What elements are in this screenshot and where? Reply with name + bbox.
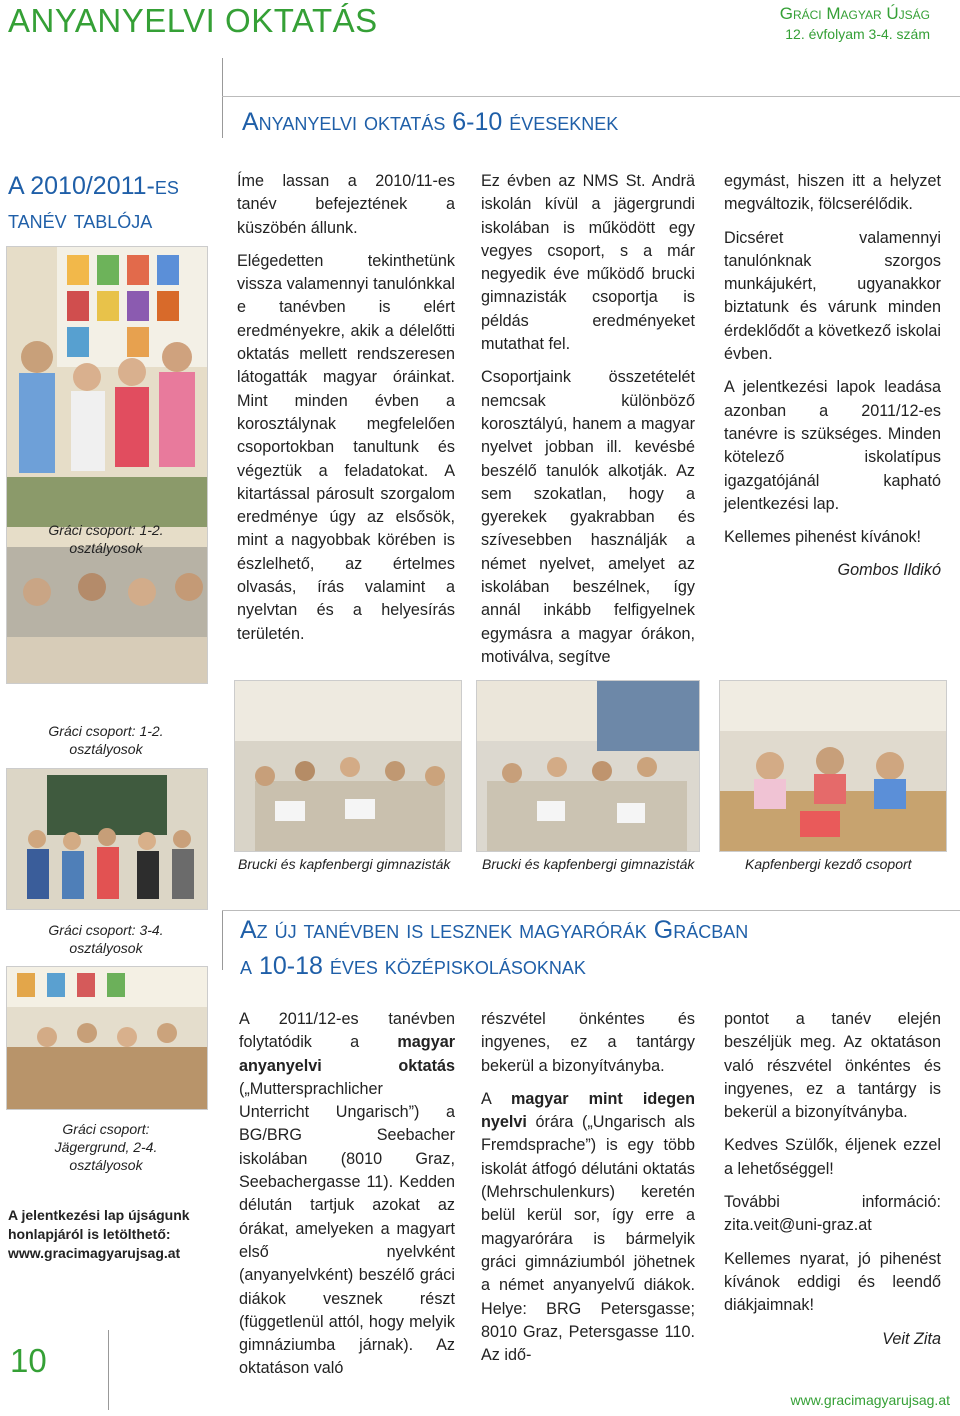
section-title: ANYANYELVI OKTATÁS bbox=[8, 2, 378, 39]
class-photo-1 bbox=[6, 246, 208, 684]
article2-col2-bold: magyar mint idegen nyelvi bbox=[481, 1089, 696, 1132]
article1-col2 bbox=[481, 170, 695, 679]
article1-col1-p1: Íme lassan a 2010/11-es tanév befejeztének a küszöbén állunk. bbox=[237, 172, 455, 237]
gym-photo-1 bbox=[234, 680, 462, 852]
sidebar-title-1: A 2010/2011-es bbox=[8, 172, 179, 200]
sidebar-note-line2: honlapjáról is letölthető: bbox=[8, 1226, 171, 1242]
article1-col3-p3: A jelentkezési lapok leadása azonban a 2011/12-es tanévre is szükséges. Minden kötelező iskolatípus igazgatójánál kapható jelentkezési lap. bbox=[724, 378, 941, 513]
article1-signature: Gombos Ildikó bbox=[837, 561, 941, 580]
sidebar-title-2: tanév tablója bbox=[8, 206, 153, 234]
paper-name: Gráci Magyar Újság bbox=[779, 4, 930, 23]
article2-heading-2: a 10-18 éves középiskolásoknak bbox=[240, 952, 586, 980]
article2-col1-p1 bbox=[239, 1008, 455, 1381]
gym-photo-2 bbox=[476, 680, 700, 852]
article2-col2-p1: részvétel önkéntes és ingyenes, ez a tantárgy bekerül a bizonyítványba. bbox=[481, 1010, 695, 1075]
article2-signature: Veit Zita bbox=[882, 1329, 941, 1348]
article1-heading: Anyanyelvi oktatás 6-10 éveseknek bbox=[242, 108, 619, 136]
article2-col2-p2 bbox=[481, 1088, 695, 1368]
footer-url[interactable]: www.gracimagyarujsag.at bbox=[790, 1392, 950, 1408]
article2-rule-horizontal bbox=[222, 910, 960, 911]
article1-col2-p2: Csoportjaink összetételét nemcsak különböző korosztályú, hanem a magyar nyelvet jobban ill. kevésbé beszélő tanulók alkotják. Az sem szokatlan, hogy a gyerekek gyakrabban és szívesebben használják a német nyelvet, amelyet az iskolában beszélnek, így annál inkább felfigyelnek egymásra a magyar órákon, motiválva, segítve bbox=[481, 368, 695, 666]
photo-caption-1: Brucki és kapfenbergi gimnazisták bbox=[238, 856, 451, 872]
article1-col3-p2: Dicséret valamennyi tanulónknak szorgos munkájukért, ugyanakkor biztatunk és várunk minden érdeklődőt a következő iskolai évben. bbox=[724, 228, 941, 364]
class-photo-3 bbox=[6, 966, 208, 1110]
article2-col1 bbox=[239, 1008, 455, 1391]
class-photo-2 bbox=[6, 768, 208, 910]
page-number: 10 bbox=[10, 1342, 47, 1379]
article1-col3-p1: egymást, hiszen itt a helyzet megváltozik, fölcserélődik. bbox=[724, 172, 941, 214]
article2-col3-p3: További információ: zita.veit@uni-graz.at bbox=[724, 1193, 941, 1235]
header-rule-horizontal bbox=[222, 96, 960, 97]
photo-caption-2: Brucki és kapfenbergi gimnazisták bbox=[482, 856, 695, 872]
article1-col3-p4: Kellemes pihenést kívánok! bbox=[724, 528, 922, 547]
article1-col2-p1: Ez évben az NMS St. Andrä iskolán kívül a jägergrundi iskolában is működött egy vegyes csoport, s a már negyedik éve működő brucki gimnazisták csoportja is példás eredményeket mutathat fel. bbox=[481, 172, 695, 354]
beginner-group-photo bbox=[719, 680, 947, 852]
sidebar-note-line1: A jelentkezési lap újságunk bbox=[8, 1207, 190, 1223]
article2-col1-bold: magyar anyanyelvi oktatás bbox=[239, 1033, 455, 1075]
article1-col1-p2: Elégedetten tekinthetünk vissza valamennyi tanulónkkal e tanévben is elért eredményekre, akik a délelőtti oktatás mellett rendszeresen látogatták magyar óráinkat. Mint minden évben a korosztálynak megfelelően csoportokban tanultunk és végeztük a feladatokat. A kitartással párosult szorgalom eredménye úgy az elsősök, mint a nagyobbak körében is észlelhető, az értelmes olvasás, írás valamint a nyelvtan és a helyesírás területén. bbox=[237, 251, 455, 643]
sidebar-caption-2: Gráci csoport: 1-2. osztályosok bbox=[48, 723, 164, 757]
sidebar-caption-3: Gráci csoport: 3-4. osztályosok bbox=[48, 922, 164, 956]
footer-rule-vertical bbox=[108, 1330, 109, 1410]
article2-heading-1: Az új tanévben is lesznek magyarórák Grácban bbox=[240, 916, 749, 944]
article2-col1-pre: A 2011/12-es tanévben folytatódik a bbox=[239, 1010, 455, 1052]
article2-col3-p1: pontot a tanév elején beszéljük meg. Az oktatáson való részvétel önkéntes és ingyenes, ez a tantárgy is bekerül a bizonyítványba. bbox=[724, 1010, 941, 1122]
header-rule-vertical bbox=[222, 58, 223, 138]
article2-col3 bbox=[724, 1008, 941, 1351]
article1-col1 bbox=[237, 170, 455, 656]
article2-col1-post: („Muttersprachlicher Unterricht Ungarisch”) a BG/BRG Seebacher iskolában (8010 Graz, Seebachergasse 11). Kedden délután tartjuk azokat az órákat, amelyeken a magyart első nyelvként (anyanyelvként) beszélő gráci diákok vesznek részt (függetlenül attól, hogy melyik gimnáziumba járnak). Az oktatáson való bbox=[239, 1079, 455, 1378]
article2-col2 bbox=[481, 1008, 695, 1377]
issue-info: 12. évfolyam 3-4. szám bbox=[785, 26, 930, 42]
sidebar-caption-1: Gráci csoport: 1-2. osztályosok bbox=[48, 522, 164, 556]
sidebar-caption-4: Gráci csoport: Jägergrund, 2-4. osztályosok bbox=[54, 1121, 158, 1173]
article2-col2-post: órára („Ungarisch als Fremdsprache”) is egy több iskolát átfogó délutáni oktatás (Mehrschulenkurs) keretén belül kerül sor, így erre a magyarórára is bármelyik gráci gimnáziumból jöhetnek a német anyanyelvű diákok. Helye: BRG Petersgasse; 8010 Graz, Petersgasse 110. Az idő- bbox=[481, 1113, 695, 1365]
article2-col3-p4: Kellemes nyarat, jó pihenést kívánok eddigi és leendő diákjaimnak! bbox=[724, 1249, 941, 1315]
sidebar-note bbox=[8, 1206, 190, 1263]
sidebar-note-url[interactable]: www.gracimagyarujsag.at bbox=[8, 1245, 181, 1261]
article2-rule-vertical bbox=[222, 910, 223, 970]
article2-col2-pre: A bbox=[481, 1089, 511, 1108]
photo-caption-3: Kapfenbergi kezdő csoport bbox=[745, 856, 912, 872]
article2-col3-p2: Kedves Szülők, éljenek ezzel a lehetőséggel! bbox=[724, 1136, 941, 1178]
article1-col3 bbox=[724, 170, 941, 583]
